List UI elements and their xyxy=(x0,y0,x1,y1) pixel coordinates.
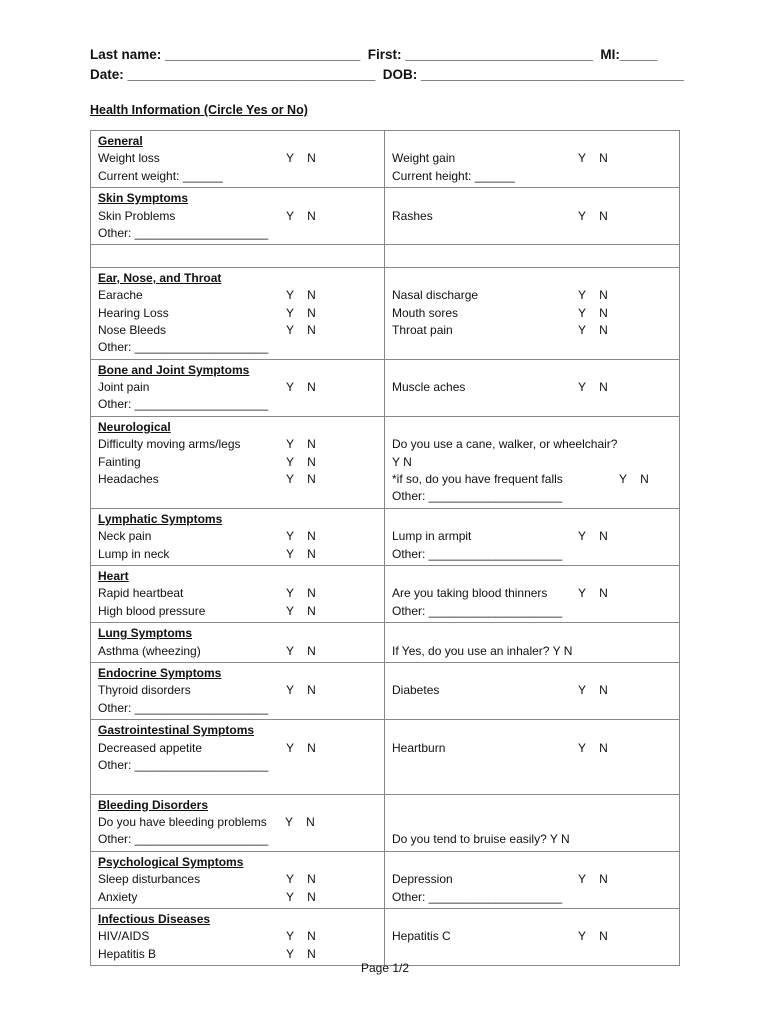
form-row xyxy=(91,416,680,508)
left-cell xyxy=(91,662,385,719)
question-label: Neck pain xyxy=(98,529,152,544)
category-heading: Bleeding Disorders xyxy=(98,797,209,812)
question-label: Nasal discharge xyxy=(392,288,479,303)
question-earache xyxy=(98,287,378,304)
yes-no-choice[interactable]: Y N xyxy=(286,529,316,544)
category-heading: Endocrine Symptoms xyxy=(98,665,222,680)
yes-no-choice[interactable]: Y N xyxy=(578,288,608,303)
question-label: Other: ____________________ xyxy=(392,546,563,561)
question-do-you-tend-to-bruise-easily-y-n xyxy=(392,831,673,848)
left-cell xyxy=(91,909,385,966)
form-row xyxy=(91,245,680,267)
question-nose-bleeds xyxy=(98,322,378,339)
left-cell xyxy=(91,131,385,188)
form-row xyxy=(91,508,680,565)
blank-line xyxy=(392,190,673,207)
yes-no-choice[interactable]: Y N xyxy=(578,305,608,320)
left-cell xyxy=(91,794,385,851)
right-cell xyxy=(385,508,680,565)
category-heading: Neurological xyxy=(98,419,171,434)
question-anxiety xyxy=(98,889,378,906)
question-other xyxy=(98,831,378,848)
question-neck-pain xyxy=(98,528,378,545)
form-row xyxy=(91,359,680,416)
question-lump-in-armpit xyxy=(392,528,673,545)
question-label: High blood pressure xyxy=(98,603,206,618)
question-label: Hepatitis C xyxy=(392,929,451,944)
question-label: Are you taking blood thinners xyxy=(392,586,548,601)
question-label: Other: ____________________ xyxy=(98,225,269,240)
question-thyroid-disorders xyxy=(98,682,378,699)
yes-no-choice[interactable]: Y N xyxy=(286,322,316,337)
left-cell xyxy=(91,245,385,267)
form-row xyxy=(91,623,680,663)
question-label: Do you tend to bruise easily? Y N xyxy=(392,832,570,847)
yes-no-choice[interactable]: Y N xyxy=(286,151,316,166)
form-row xyxy=(91,851,680,908)
question-label: Diabetes xyxy=(392,683,440,698)
right-cell xyxy=(385,794,680,851)
question-other xyxy=(98,700,378,717)
question-label: Asthma (wheezing) xyxy=(98,643,201,658)
blank-line xyxy=(392,911,673,928)
question-label: Other: ____________________ xyxy=(98,397,269,412)
yes-no-choice[interactable]: Y N xyxy=(578,151,608,166)
right-cell xyxy=(385,245,680,267)
yes-no-choice[interactable]: Y N xyxy=(619,472,649,487)
question-label: Mouth sores xyxy=(392,305,459,320)
form-row xyxy=(91,909,680,966)
left-cell xyxy=(91,623,385,663)
question-label: Lump in armpit xyxy=(392,529,472,544)
form-row xyxy=(91,267,680,359)
yes-no-choice[interactable]: Y N xyxy=(578,872,608,887)
question-weight-gain xyxy=(392,150,673,167)
question-label: Current weight: ______ xyxy=(98,168,223,183)
question-label: Other: ____________________ xyxy=(98,757,269,772)
question-label: Fainting xyxy=(98,454,141,469)
yes-no-choice[interactable]: Y N xyxy=(286,208,316,223)
category-heading: Skin Symptoms xyxy=(98,191,189,206)
yes-no-choice[interactable]: Y N xyxy=(578,586,608,601)
yes-no-choice[interactable]: Y N xyxy=(578,380,608,395)
yes-no-choice[interactable]: Y N xyxy=(286,946,316,961)
question-other xyxy=(392,603,673,620)
yes-no-choice[interactable]: Y N xyxy=(286,740,316,755)
question-label: Current height: ______ xyxy=(392,168,515,183)
blank-line xyxy=(392,797,673,814)
question-current-weight xyxy=(98,168,378,185)
blank-line xyxy=(98,774,378,791)
left-cell xyxy=(91,720,385,795)
right-cell xyxy=(385,416,680,508)
question-headaches xyxy=(98,471,378,488)
left-cell xyxy=(91,851,385,908)
question-decreased-appetite xyxy=(98,740,378,757)
question-label: Anxiety xyxy=(98,889,138,904)
yes-no-choice[interactable]: Y N xyxy=(286,586,316,601)
blank-line xyxy=(392,722,673,739)
question-label: Other: ____________________ xyxy=(98,340,269,355)
question-other xyxy=(392,889,673,906)
question-label: Other: ____________________ xyxy=(392,889,563,904)
form-row xyxy=(91,565,680,622)
blank-line xyxy=(392,625,673,642)
question-do-you-have-bleeding-problems xyxy=(98,814,378,831)
question-label: Hepatitis B xyxy=(98,946,157,961)
blank-line xyxy=(392,419,673,436)
question-label: Nose Bleeds xyxy=(98,322,167,337)
page-number: Page 1/2 xyxy=(360,961,410,975)
question-label: Depression xyxy=(392,872,453,887)
yes-no-choice[interactable]: Y N xyxy=(578,529,608,544)
yes-no-choice[interactable]: Y N xyxy=(286,929,316,944)
yes-no-choice[interactable]: Y N xyxy=(286,683,316,698)
right-cell xyxy=(385,565,680,622)
form-row xyxy=(91,720,680,795)
question-other xyxy=(98,225,378,242)
form-row xyxy=(91,662,680,719)
question-label: HIV/AIDS xyxy=(98,929,150,944)
question-hiv-aids xyxy=(98,928,378,945)
question-other xyxy=(98,757,378,774)
left-cell xyxy=(91,359,385,416)
yes-no-choice[interactable]: Y N xyxy=(578,683,608,698)
yes-no-choice[interactable]: Y N xyxy=(286,643,316,658)
question-joint-pain xyxy=(98,379,378,396)
yes-no-choice[interactable]: Y N xyxy=(286,546,316,561)
question-label: Other: ____________________ xyxy=(392,603,563,618)
question-label: Sleep disturbances xyxy=(98,872,201,887)
blank-line xyxy=(392,568,673,585)
left-cell xyxy=(91,565,385,622)
yes-no-choice[interactable]: Y N xyxy=(286,437,316,452)
yes-no-choice[interactable]: Y N xyxy=(286,872,316,887)
question-other xyxy=(98,339,378,356)
category-heading: Heart xyxy=(98,568,129,583)
question-fainting xyxy=(98,454,378,471)
right-cell xyxy=(385,662,680,719)
blank-line xyxy=(392,270,673,287)
question-current-height xyxy=(392,168,673,185)
question-label: Other: ____________________ xyxy=(392,489,563,504)
right-cell xyxy=(385,909,680,966)
question-mouth-sores xyxy=(392,305,673,322)
left-cell xyxy=(91,188,385,245)
right-cell xyxy=(385,851,680,908)
question-label: If Yes, do you use an inhaler? Y N xyxy=(392,643,573,658)
right-cell xyxy=(385,623,680,663)
category-heading: Ear, Nose, and Throat xyxy=(98,270,222,285)
question-rashes xyxy=(392,208,673,225)
yes-no-choice[interactable]: Y N xyxy=(286,889,316,904)
right-cell xyxy=(385,720,680,795)
yes-no-choice[interactable]: Y N xyxy=(578,208,608,223)
question-nasal-discharge xyxy=(392,287,673,304)
category-heading: Psychological Symptoms xyxy=(98,854,244,869)
blank-line xyxy=(392,665,673,682)
question-label: Rashes xyxy=(392,208,433,223)
question-label: Skin Problems xyxy=(98,208,176,223)
question-label: Throat pain xyxy=(392,322,453,337)
blank-line xyxy=(392,362,673,379)
section-title: Health Information (Circle Yes or No) xyxy=(90,103,308,117)
question-label: Joint pain xyxy=(98,380,150,395)
yes-no-choice[interactable]: Y N xyxy=(286,305,316,320)
category-heading: Gastrointestinal Symptoms xyxy=(98,723,255,738)
question-other xyxy=(392,488,673,505)
left-cell xyxy=(91,416,385,508)
category-heading: Infectious Diseases xyxy=(98,912,211,927)
left-cell xyxy=(91,267,385,359)
yes-no-choice[interactable]: Y N xyxy=(578,929,608,944)
yes-no-choice[interactable]: Y N xyxy=(286,380,316,395)
question-sleep-disturbances xyxy=(98,871,378,888)
date-dob-line: Date: _________________________________ DOB: ___________________________________ xyxy=(90,67,684,82)
question-hepatitis-c xyxy=(392,928,673,945)
blank-line xyxy=(98,247,378,264)
question-lump-in-neck xyxy=(98,546,378,563)
blank-line xyxy=(392,247,673,264)
yes-no-choice[interactable]: Y N xyxy=(286,288,316,303)
blank-line xyxy=(392,854,673,871)
question-depression xyxy=(392,871,673,888)
question-rapid-heartbeat xyxy=(98,585,378,602)
category-heading: General xyxy=(98,134,143,148)
name-line: Last name: __________________________ First: _________________________ MI:_____ xyxy=(90,47,658,62)
form-row xyxy=(91,794,680,851)
blank-line xyxy=(392,133,673,150)
question-label: Headaches xyxy=(98,472,159,487)
right-cell xyxy=(385,267,680,359)
question-do-you-use-a-cane-walker-or-wheelchair xyxy=(392,436,673,453)
question-are-you-taking-blood-thinners xyxy=(392,585,673,602)
question-label: Weight gain xyxy=(392,151,456,166)
question-weight-loss xyxy=(98,150,378,167)
question-label: Other: ____________________ xyxy=(98,832,269,847)
question-if-yes-do-you-use-an-inhaler-y-n xyxy=(392,643,673,660)
question-difficulty-moving-arms-legs xyxy=(98,436,378,453)
form-row xyxy=(91,188,680,245)
question-label: Do you have bleeding problems xyxy=(98,815,267,830)
right-cell xyxy=(385,359,680,416)
left-cell xyxy=(91,508,385,565)
question-label: Heartburn xyxy=(392,740,446,755)
question-label: Difficulty moving arms/legs xyxy=(98,437,241,452)
yes-no-choice[interactable]: Y N xyxy=(286,454,316,469)
question-skin-problems xyxy=(98,208,378,225)
blank-line xyxy=(98,488,378,505)
question-diabetes xyxy=(392,682,673,699)
question-muscle-aches xyxy=(392,379,673,396)
right-cell xyxy=(385,188,680,245)
question-label: Earache xyxy=(98,288,143,303)
question-label: Lump in neck xyxy=(98,546,170,561)
yes-no-choice[interactable]: Y N xyxy=(286,472,316,487)
question-label: Thyroid disorders xyxy=(98,683,191,698)
question-label: Do you use a cane, walker, or wheelchair? xyxy=(392,437,618,452)
question-heartburn xyxy=(392,740,673,757)
question-if-so-do-you-have-frequent-falls xyxy=(392,471,673,488)
yes-no-choice[interactable]: Y N xyxy=(286,603,316,618)
category-heading: Lymphatic Symptoms xyxy=(98,511,223,526)
question-label: Y N xyxy=(392,454,412,469)
question-label: Rapid heartbeat xyxy=(98,586,184,601)
question-other xyxy=(392,546,673,563)
question-asthma-wheezing xyxy=(98,643,378,660)
question-other xyxy=(98,396,378,413)
category-heading: Lung Symptoms xyxy=(98,626,193,641)
form-row xyxy=(91,131,680,188)
question-y-n xyxy=(392,454,673,471)
question-label: Hearing Loss xyxy=(98,305,169,320)
category-heading: Bone and Joint Symptoms xyxy=(98,362,250,377)
question-label: Other: ____________________ xyxy=(98,700,269,715)
question-label: Weight loss xyxy=(98,151,160,166)
question-hearing-loss xyxy=(98,305,378,322)
question-high-blood-pressure xyxy=(98,603,378,620)
yes-no-choice[interactable]: Y N xyxy=(578,322,608,337)
question-label: Decreased appetite xyxy=(98,740,203,755)
blank-line xyxy=(392,814,673,831)
question-label: Muscle aches xyxy=(392,380,466,395)
yes-no-choice[interactable]: Y N xyxy=(578,740,608,755)
health-form-table xyxy=(90,130,680,966)
blank-line xyxy=(392,511,673,528)
question-throat-pain xyxy=(392,322,673,339)
yes-no-choice[interactable]: Y N xyxy=(285,815,315,830)
question-label: *if so, do you have frequent falls xyxy=(392,472,563,487)
right-cell xyxy=(385,131,680,188)
